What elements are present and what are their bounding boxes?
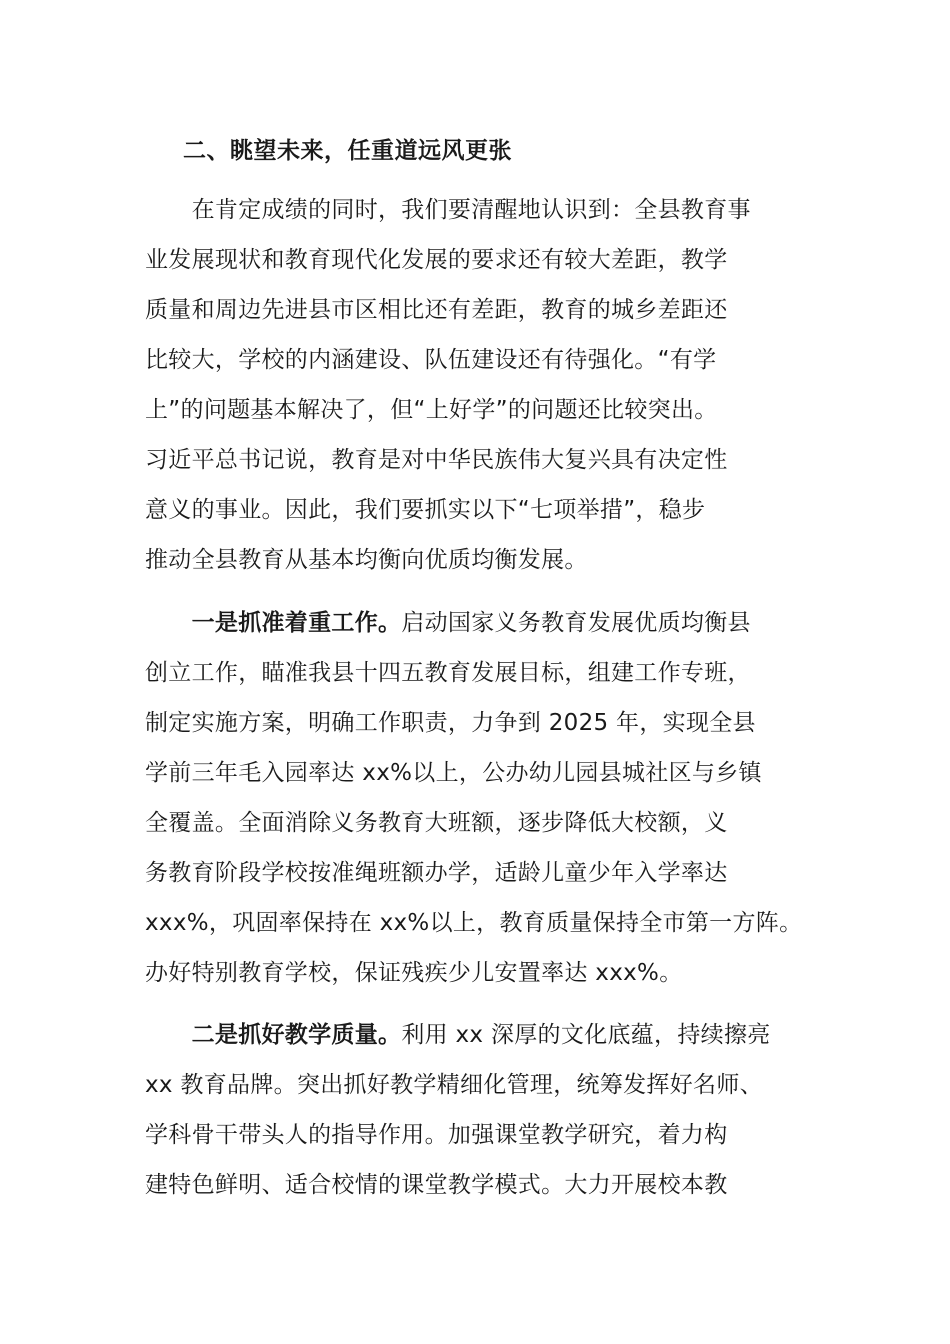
- section-heading: 二、眺望未来，任重道远风更张: [183, 138, 512, 164]
- paragraph-line: xxx%，巩固率保持在 xx%以上，教育质量保持全市第一方阵。: [145, 910, 803, 936]
- paragraph-line: 全覆盖。全面消除义务教育大班额，逐步降低大校额，义: [145, 810, 728, 836]
- paragraph-line: 习近平总书记说，教育是对中华民族伟大复兴具有决定性: [145, 447, 728, 473]
- paragraph-line: 质量和周边先进县市区相比还有差距，教育的城乡差距还: [145, 297, 728, 323]
- paragraph-line: 建特色鲜明、适合校情的课堂教学模式。大力开展校本教: [145, 1172, 728, 1198]
- paragraph-line: 学科骨干带头人的指导作用。加强课堂教学研究，着力构: [145, 1122, 728, 1148]
- paragraph-line: 学前三年毛入园率达 xx%以上，公办幼儿园县城社区与乡镇: [145, 760, 762, 786]
- paragraph-line: 办好特别教育学校，保证残疾少儿安置率达 xxx%。: [145, 960, 683, 986]
- paragraph-teaching-quality: [145, 1010, 771, 1210]
- paragraph-line-text: 利用 xx 深厚的文化底蕴，持续擦亮: [401, 1022, 771, 1048]
- paragraph-line: 比较大，学校的内涵建设、队伍建设还有待强化。“有学: [145, 347, 717, 373]
- paragraph-first-line: [145, 598, 802, 648]
- paragraph-line: 创立工作，瞄准我县十四五教育发展目标，组建工作专班，: [145, 660, 751, 686]
- paragraph-overview: [145, 185, 751, 585]
- paragraph-line: 在肯定成绩的同时，我们要清醒地认识到：全县教育事: [145, 197, 751, 223]
- paragraph-key-work: [145, 598, 802, 998]
- paragraph-line: 推动全县教育从基本均衡向优质均衡发展。: [145, 547, 588, 573]
- paragraph-line: 意义的事业。因此，我们要抓实以下“七项举措”，稳步: [145, 497, 706, 523]
- paragraph-line: 上”的问题基本解决了，但“上好学”的问题还比较突出。: [145, 397, 718, 423]
- paragraph-line: 务教育阶段学校按准绳班额办学，适龄儿童少年入学率达: [145, 860, 728, 886]
- paragraph-first-line: [145, 1010, 771, 1060]
- paragraph-line: 制定实施方案，明确工作职责，力争到 2025 年，实现全县: [145, 710, 756, 736]
- paragraph-lead: 一是抓准着重工作。: [145, 610, 402, 636]
- paragraph-line-text: 启动国家义务教育发展优质均衡县: [401, 610, 751, 636]
- paragraph-lead: 二是抓好教学质量。: [145, 1022, 402, 1048]
- paragraph-line: xx 教育品牌。突出抓好教学精细化管理，统筹发挥好名师、: [145, 1072, 763, 1098]
- paragraph-line: 业发展现状和教育现代化发展的要求还有较大差距，教学: [145, 247, 728, 273]
